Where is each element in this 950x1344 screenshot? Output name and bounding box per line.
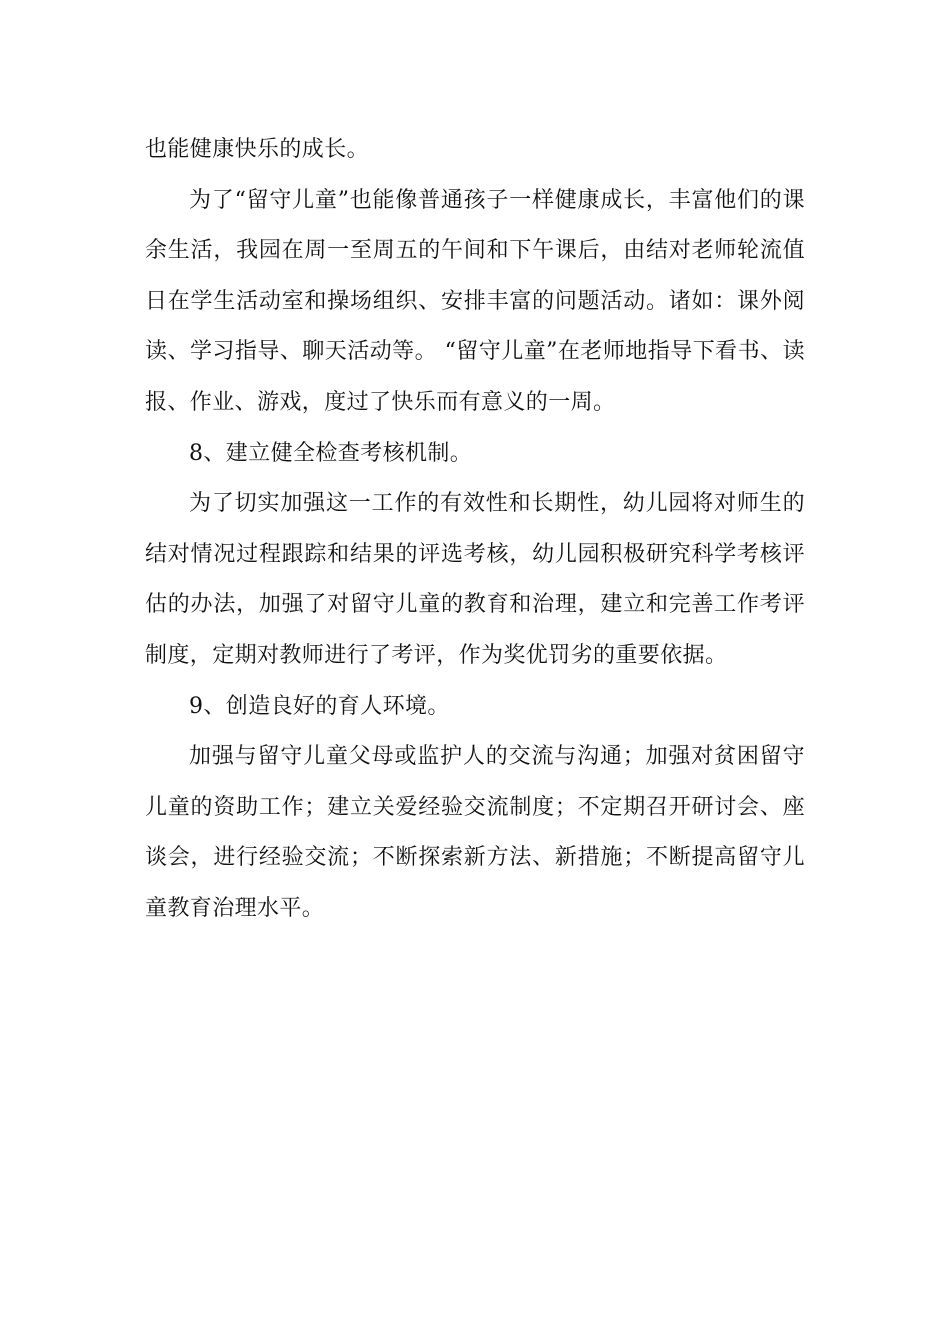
paragraph-continuation: 也能健康快乐的成长。 <box>145 137 370 162</box>
document-body <box>145 125 805 935</box>
paragraph-assessment-mechanism: 为了切实加强这一工作的有效性和长期性，幼儿园将对师生的结对情况过程跟踪和结果的评选考核，幼儿园积极研究科学考核评估的办法，加强了对留守儿童的教育和治理，建立和完善工作考评制度，定期对教师进行了考评，作为奖优罚劣的重要依据。 <box>145 491 805 668</box>
paragraph-after-school-activities: 为了“留守儿童”也能像普通孩子一样健康成长，丰富他们的课余生活，我园在周一至周五的午间和下午课后，由结对老师轮流值日在学生活动室和操场组织、安排丰富的问题活动。诸如：课外阅读、学习指导、聊天活动等。 “留守儿童”在老师地指导下看书、读报、作业、游戏，度过了快乐而有意义的一周。 <box>145 187 805 415</box>
section-heading-9: 9、创造良好的育人环境。 <box>189 693 450 719</box>
paragraph-education-environment: 加强与留守儿童父母或监护人的交流与沟通；加强对贫困留守儿童的资助工作；建立关爱经验交流制度；不定期召开研讨会、座谈会，进行经验交流；不断探索新方法、新措施；不断提高留守儿童教育治理水平。 <box>145 744 805 921</box>
section-heading-8: 8、建立健全检查考核机制。 <box>189 440 473 466</box>
